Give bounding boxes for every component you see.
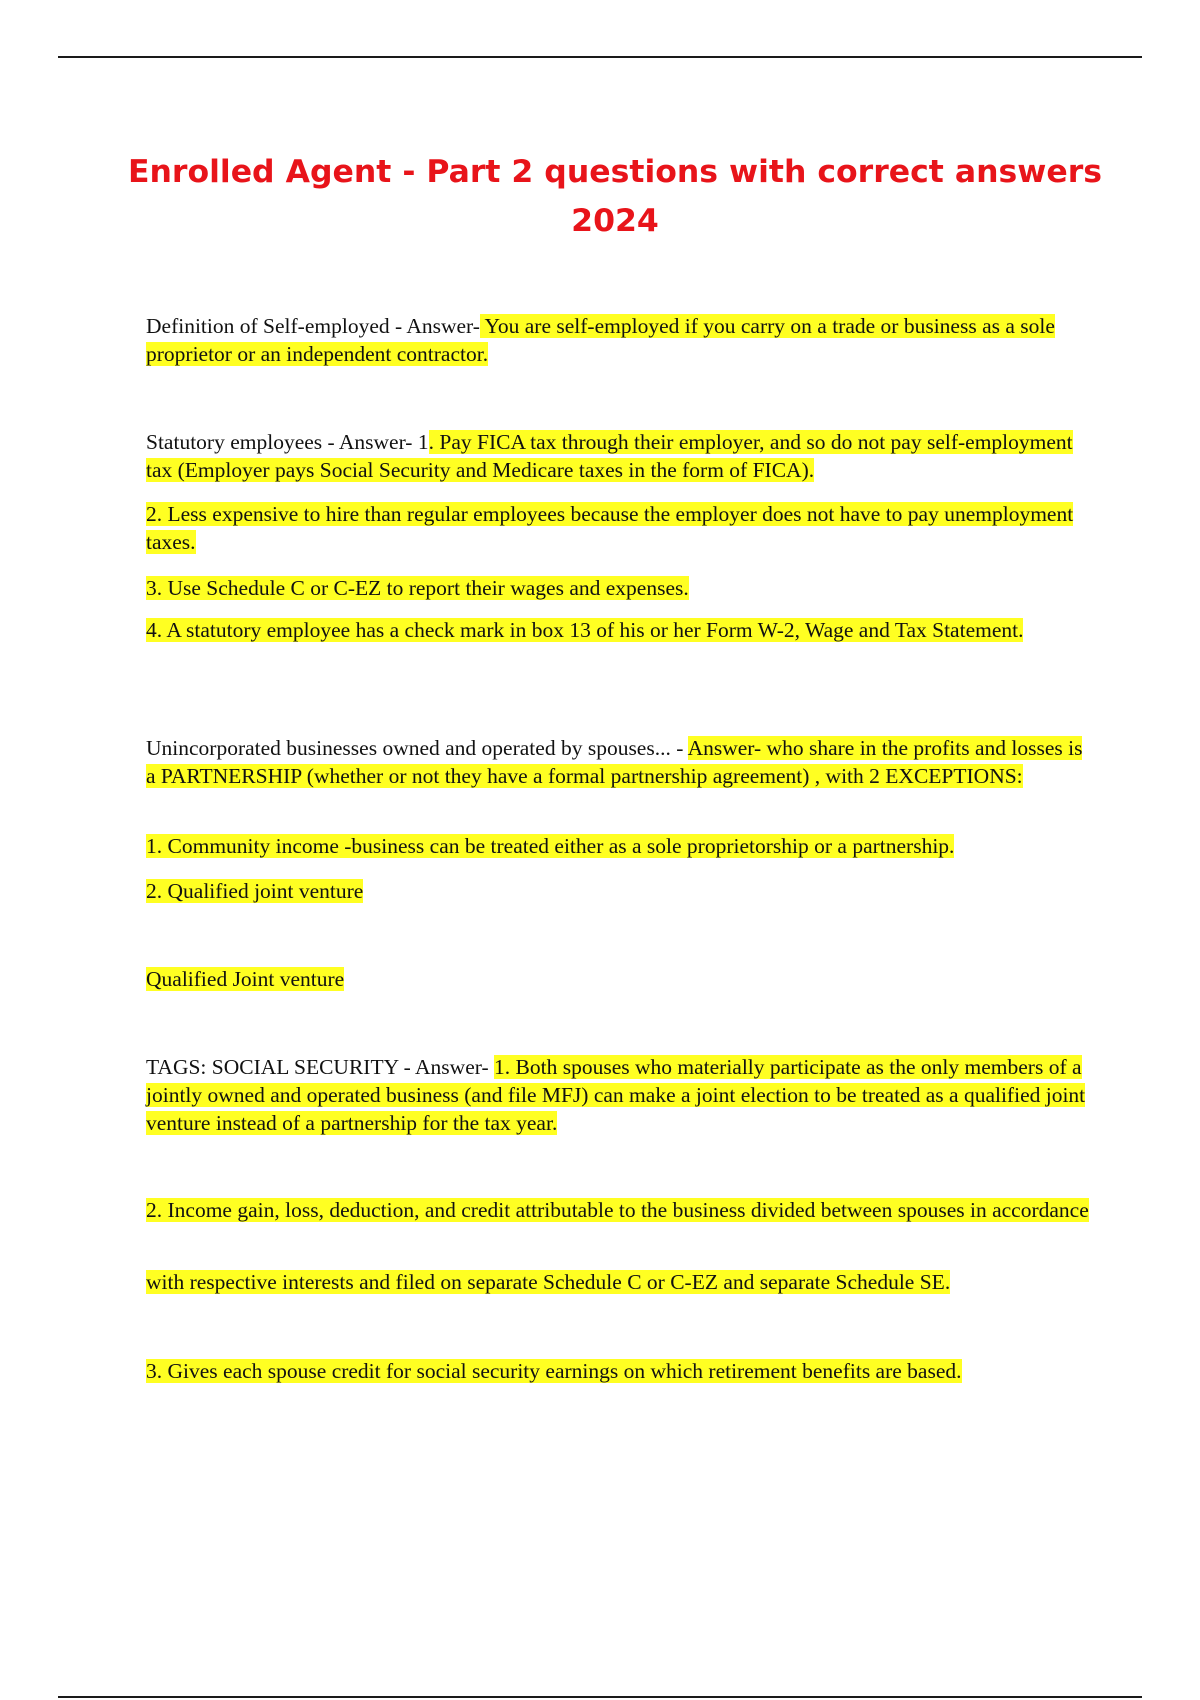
answer-text: . Pay FICA tax through their employer, and so do not pay self-employment tax (Employer pays Social Security and Medicare taxes in the form of FICA). — [146, 430, 1073, 482]
question-text: Statutory employees - Answer- 1 — [146, 430, 429, 454]
answer-point — [146, 500, 1096, 556]
answer-point — [146, 877, 1096, 905]
answer-point — [146, 832, 1096, 860]
answer-point-text: 2. Income gain, loss, deduction, and credit attributable to the business divided between spouses in accordance — [146, 1198, 1089, 1222]
question-text: Definition of Self-employed - Answer- — [146, 314, 480, 338]
answer-point-text: 4. A statutory employee has a check mark in box 13 of his or her Form W-2, Wage and Tax Statement. — [146, 618, 1024, 642]
answer-point — [146, 1268, 1096, 1296]
question-text: TAGS: SOCIAL SECURITY - Answer- — [146, 1055, 495, 1079]
answer-point-text: 3. Use Schedule C or C-EZ to report their wages and expenses. — [146, 576, 689, 600]
question-text: Unincorporated businesses owned and operated by spouses... - — [146, 736, 688, 760]
answer-point-text: 1. Community income -business can be treated either as a sole proprietorship or a partnership. — [146, 834, 955, 858]
document-title: Enrolled Agent - Part 2 questions with correct answers 2024 — [127, 154, 1102, 239]
answer-point — [146, 616, 1096, 644]
answer-point-text: with respective interests and filed on separate Schedule C or C-EZ and separate Schedule SE. — [146, 1270, 951, 1294]
qa-spouse-businesses — [146, 734, 1096, 790]
section-heading — [146, 965, 1096, 993]
answer-point — [146, 574, 1096, 602]
section-heading-text: Qualified Joint venture — [146, 967, 345, 991]
answer-text: Answer- who share in the profits and losses is a PARTNERSHIP (whether or not they have a formal partnership agreement) , with 2 EXCEPTIONS: — [146, 736, 1083, 788]
answer-point-text: 2. Qualified joint venture — [146, 879, 364, 903]
top-rule — [58, 56, 1142, 58]
answer-text: You are self-employed if you carry on a trade or business as a sole proprietor or an independent contractor. — [146, 314, 1055, 366]
qa-statutory-employees — [146, 428, 1096, 484]
answer-text: 1. Both spouses who materially participate as the only members of a jointly owned and operated business (and file MFJ) can make a joint election to be treated as a qualified joint venture instead of a partnership for the tax year. — [146, 1055, 1086, 1135]
answer-point-text: 2. Less expensive to hire than regular employees because the employer does not have to pay unemployment taxes. — [146, 502, 1074, 554]
bottom-rule — [58, 1696, 1142, 1698]
qa-social-security — [146, 1053, 1096, 1137]
answer-point-text: 3. Gives each spouse credit for social security earnings on which retirement benefits are based. — [146, 1359, 962, 1383]
qa-self-employed — [146, 312, 1096, 368]
answer-point — [146, 1357, 1096, 1385]
answer-point — [146, 1196, 1096, 1224]
